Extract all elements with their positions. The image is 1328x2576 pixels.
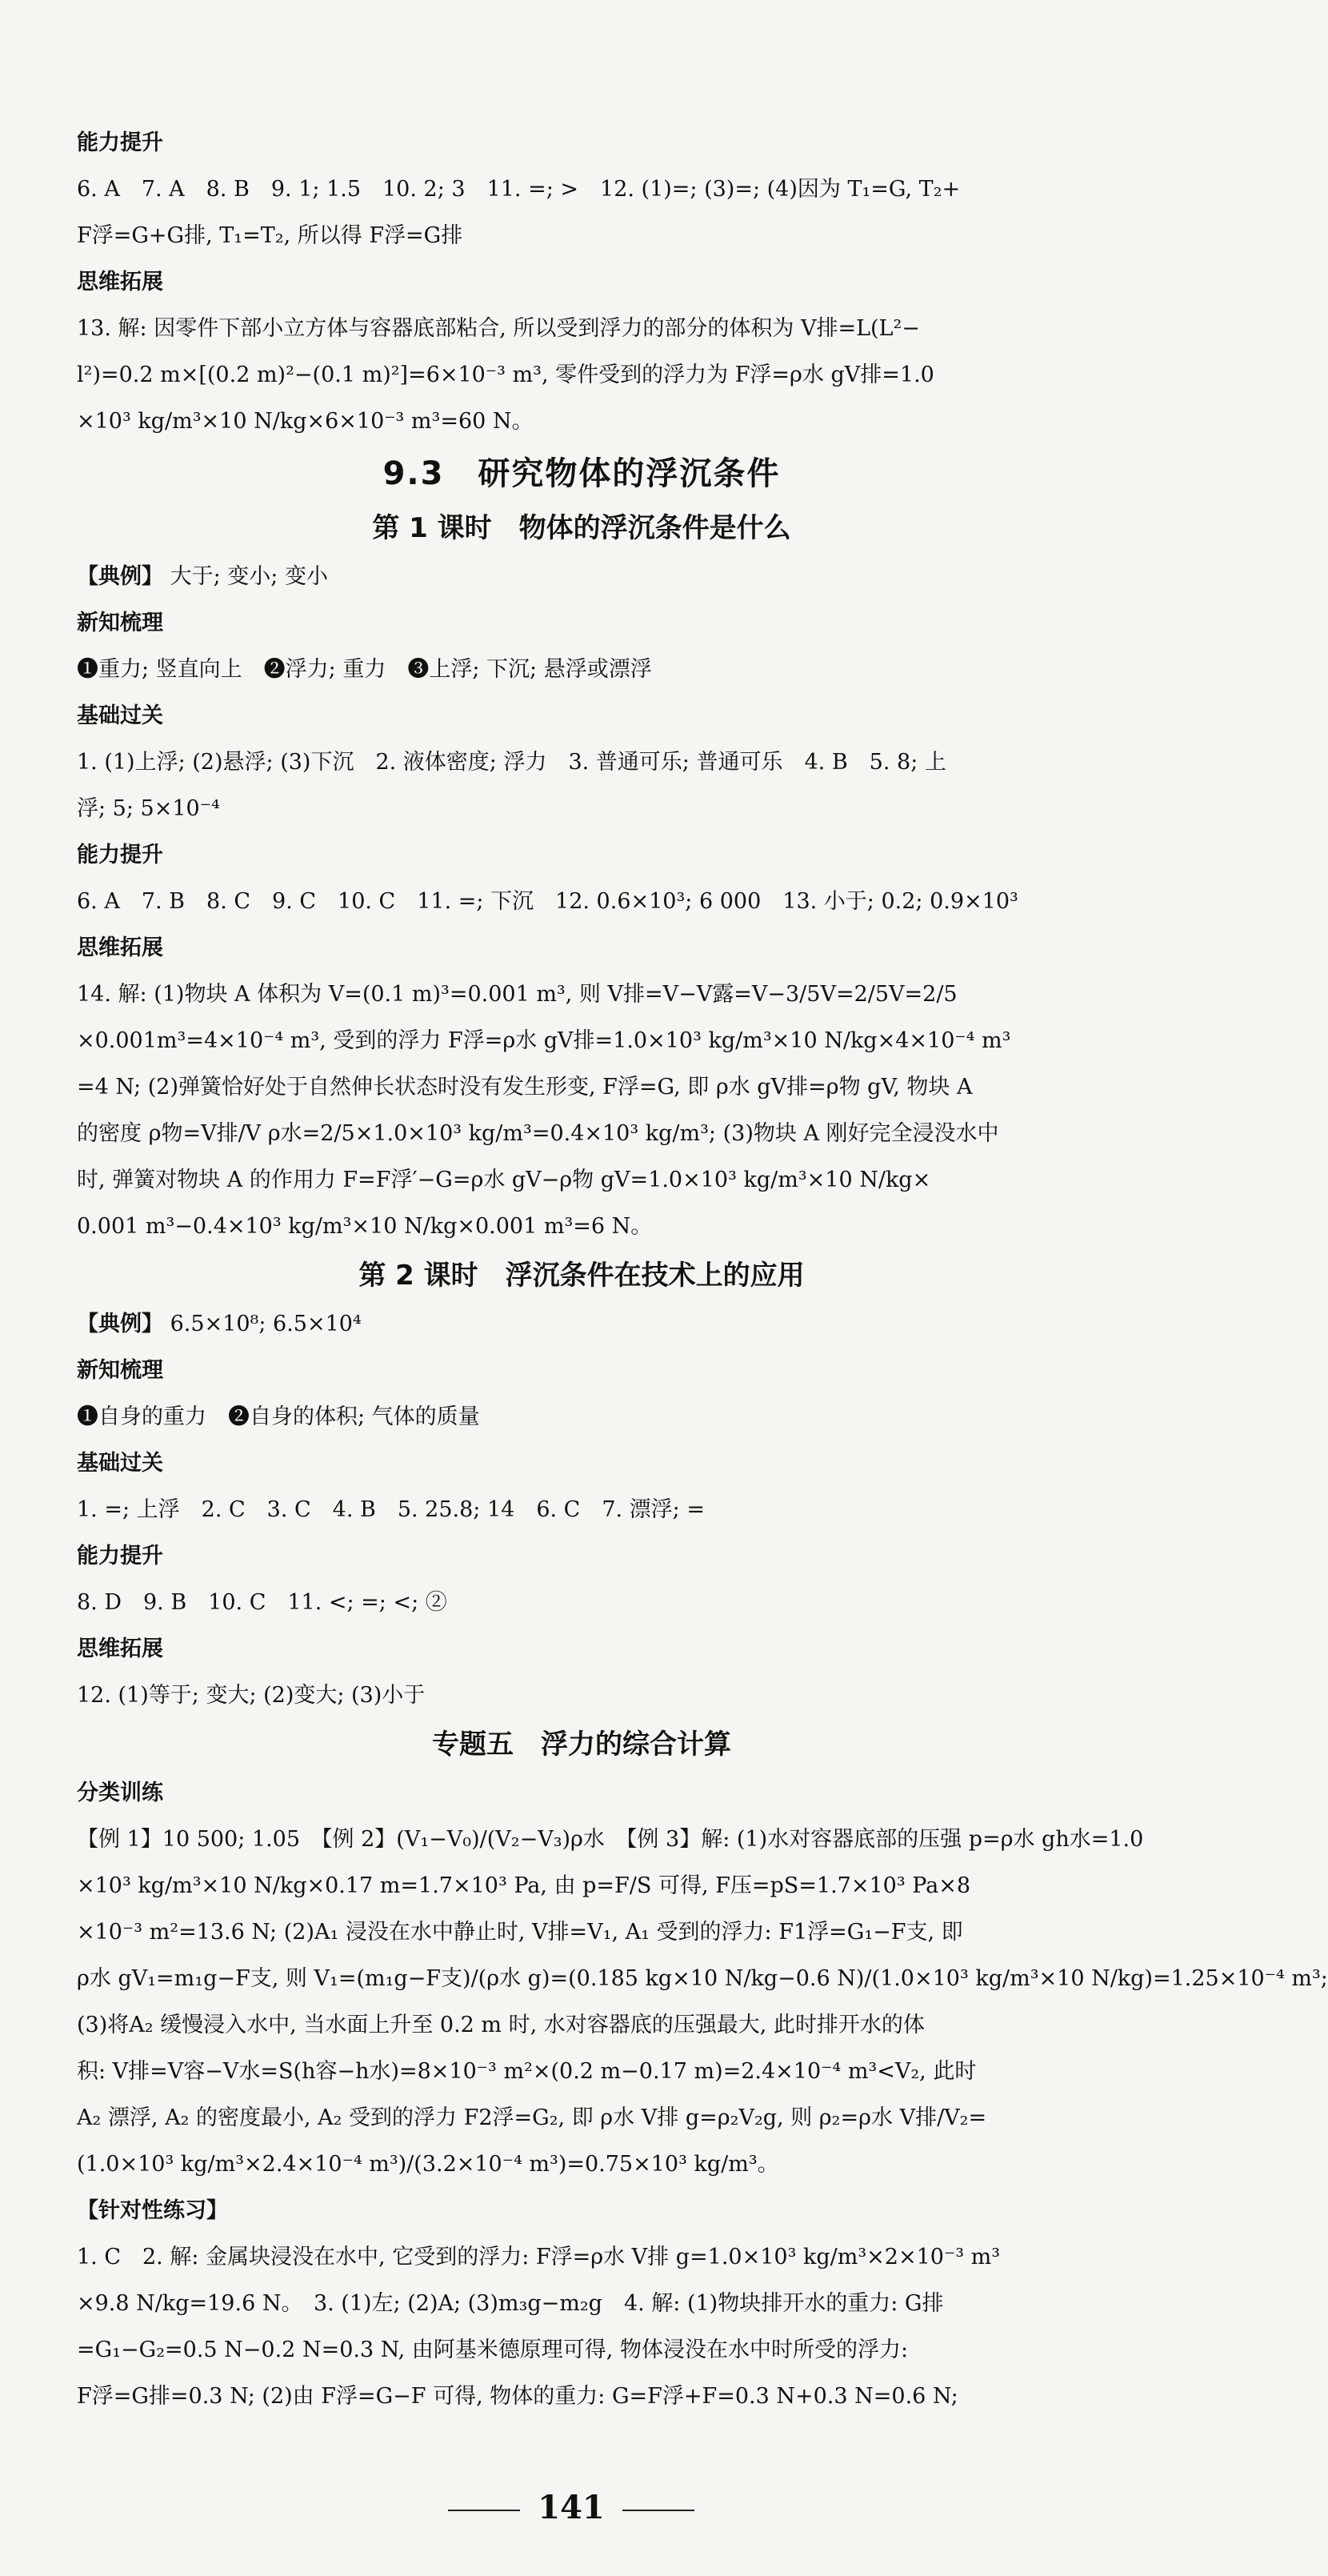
section-new-label: 新知梳理 (77, 611, 163, 635)
answer-line: 12. (1)等于; 变大; (2)变大; (3)小于 (77, 1683, 426, 1708)
example-label: 【典例】 (77, 1312, 163, 1336)
answer-line: F浮=G+G排, T₁=T₂, 所以得 F浮=G排 (77, 223, 463, 248)
section-thinking-label: 思维拓展 (77, 270, 163, 294)
answer-line: ❶自身的重力 ❷自身的体积; 气体的质量 (77, 1404, 480, 1429)
section-new-label: 新知梳理 (77, 1358, 163, 1383)
example-label: 【典例】 (77, 564, 163, 589)
page-number-text: 141 (538, 2489, 605, 2526)
lesson-title: 第 2 课时 浮沉条件在技术上的应用 (358, 1260, 805, 1292)
answer-line: (1.0×10³ kg/m³×2.4×10⁻⁴ m³)/(3.2×10⁻⁴ m³)=0.75×10³ kg/m³。 (77, 2152, 779, 2177)
section-basic-label: 基础过关 (77, 703, 163, 728)
answer-line: ❶重力; 竖直向上 ❷浮力; 重力 ❸上浮; 下沉; 悬浮或漂浮 (77, 657, 652, 682)
answer-line: 6. A 7. B 8. C 9. C 10. C 11. =; 下沉 12. 0.6×10³; 6 000 13. 小于; 0.2; 0.9×10³ (77, 889, 1018, 914)
answer-line: 8. D 9. B 10. C 11. <; =; <; ② (77, 1590, 447, 1615)
answer-line: 【例 1】10 500; 1.05 【例 2】(V₁−V₀)/(V₂−V₃)ρ水 【例 3】解: (1)水对容器底部的压强 p=ρ水 gh水=1.0 (77, 1827, 1144, 1852)
section-class-label: 分类训练 (77, 1781, 163, 1805)
answer-line: l²)=0.2 m×[(0.2 m)²−(0.1 m)²]=6×10⁻³ m³, 零件受到的浮力为 F浮=ρ水 gV排=1.0 (77, 363, 934, 387)
section-basic-label: 基础过关 (77, 1451, 163, 1476)
answer-line: 1. C 2. 解: 金属块浸没在水中, 它受到的浮力: F浮=ρ水 V排 g=1.0×10³ kg/m³×2×10⁻³ m³ (77, 2245, 1001, 2270)
answer-line: ×0.001m³=4×10⁻⁴ m³, 受到的浮力 F浮=ρ水 gV排=1.0×10³ kg/m³×10 N/kg×4×10⁻⁴ m³ (77, 1028, 1011, 1053)
answer-line: F浮=G排=0.3 N; (2)由 F浮=G−F 可得, 物体的重力: G=F浮+F=0.3 N+0.3 N=0.6 N; (77, 2384, 958, 2409)
page-number (0, 2489, 1142, 2526)
topic-title: 专题五 浮力的综合计算 (432, 1729, 731, 1761)
answer-line: =G₁−G₂=0.5 N−0.2 N=0.3 N, 由阿基米德原理可得, 物体浸没在水中时所受的浮力: (77, 2338, 909, 2362)
answer-line: 时, 弹簧对物块 A 的作用力 F=F浮′−G=ρ水 gV−ρ物 gV=1.0×10³ kg/m³×10 N/kg× (77, 1168, 931, 1192)
page-number-dash-left (448, 2510, 520, 2511)
section-thinking-label: 思维拓展 (77, 1637, 163, 1661)
answer-line: ×10⁻³ m²=13.6 N; (2)A₁ 浸没在水中静止时, V排=V₁, A₁ 受到的浮力: F1浮=G₁−F支, 即 (77, 1920, 963, 1945)
answer-line: ×10³ kg/m³×10 N/kg×6×10⁻³ m³=60 N。 (77, 409, 534, 434)
answer-line: A₂ 漂浮, A₂ 的密度最小, A₂ 受到的浮力 F2浮=G₂, 即 ρ水 V排 g=ρ₂V₂g, 则 ρ₂=ρ水 V排/V₂= (77, 2105, 987, 2130)
answer-line: ×9.8 N/kg=19.6 N。 3. (1)左; (2)A; (3)m₃g−m₂g 4. 解: (1)物块排开水的重力: G排 (77, 2291, 944, 2316)
answer-line: 0.001 m³−0.4×10³ kg/m³×10 N/kg×0.001 m³=6 N。 (77, 1214, 653, 1239)
answer-line: 积: V排=V容−V水=S(h容−h水)=8×10⁻³ m²×(0.2 m−0.17 m)=2.4×10⁻⁴ m³<V₂, 此时 (77, 2059, 977, 2084)
section-thinking-label: 思维拓展 (77, 935, 163, 960)
chapter-title: 9.3 研究物体的浮沉条件 (382, 455, 781, 492)
example-line (77, 554, 1086, 600)
example-text: 6.5×10⁸; 6.5×10⁴ (170, 1312, 362, 1336)
section-ability-label: 能力提升 (77, 1544, 163, 1568)
example-line (77, 1301, 1086, 1348)
section-ability-label: 能力提升 (77, 843, 163, 867)
answer-line: ρ水 gV₁=m₁g−F支, 则 V₁=(m₁g−F支)/(ρ水 g)=(0.185 kg×10 N/kg−0.6 N)/(1.0×10³ kg/m³×10 N/kg)=1.25×10⁻⁴ m³; (77, 1966, 1328, 1991)
answer-line: =4 N; (2)弹簧恰好处于自然伸长状态时没有发生形变, F浮=G, 即 ρ水 gV排=ρ物 gV, 物块 A (77, 1075, 973, 1100)
example-text: 大于; 变小; 变小 (170, 564, 328, 589)
answer-line: 14. 解: (1)物块 A 体积为 V=(0.1 m)³=0.001 m³, 则 V排=V−V露=V−3/5V=2/5V=2/5 (77, 982, 958, 1007)
answer-line: 6. A 7. A 8. B 9. 1; 1.5 10. 2; 3 11. =; > 12. (1)=; (3)=; (4)因为 T₁=G, T₂+ (77, 177, 961, 202)
section-ability-label: 能力提升 (77, 130, 163, 155)
page-number-dash-right (622, 2510, 694, 2511)
lesson-title: 第 1 课时 物体的浮沉条件是什么 (372, 512, 791, 544)
answer-line: 1. (1)上浮; (2)悬浮; (3)下沉 2. 液体密度; 浮力 3. 普通可乐; 普通可乐 4. B 5. 8; 上 (77, 750, 946, 775)
answer-line: 的密度 ρ物=V排/V ρ水=2/5×1.0×10³ kg/m³=0.4×10³ kg/m³; (3)物块 A 刚好完全浸没水中 (77, 1121, 999, 1146)
answer-line: 13. 解: 因零件下部小立方体与容器底部粘合, 所以受到浮力的部分的体积为 V排=L(L²− (77, 316, 920, 341)
answer-line: 1. =; 上浮 2. C 3. C 4. B 5. 25.8; 14 6. C 7. 漂浮; = (77, 1497, 705, 1522)
answer-line: 浮; 5; 5×10⁻⁴ (77, 796, 220, 821)
answer-line: (3)将A₂ 缓慢浸入水中, 当水面上升至 0.2 m 时, 水对容器底的压强最大, 此时排开水的体 (77, 2013, 925, 2037)
section-target-label: 【针对性练习】 (77, 2198, 228, 2223)
answer-line: ×10³ kg/m³×10 N/kg×0.17 m=1.7×10³ Pa, 由 p=F/S 可得, F压=pS=1.7×10³ Pa×8 (77, 1873, 971, 1898)
